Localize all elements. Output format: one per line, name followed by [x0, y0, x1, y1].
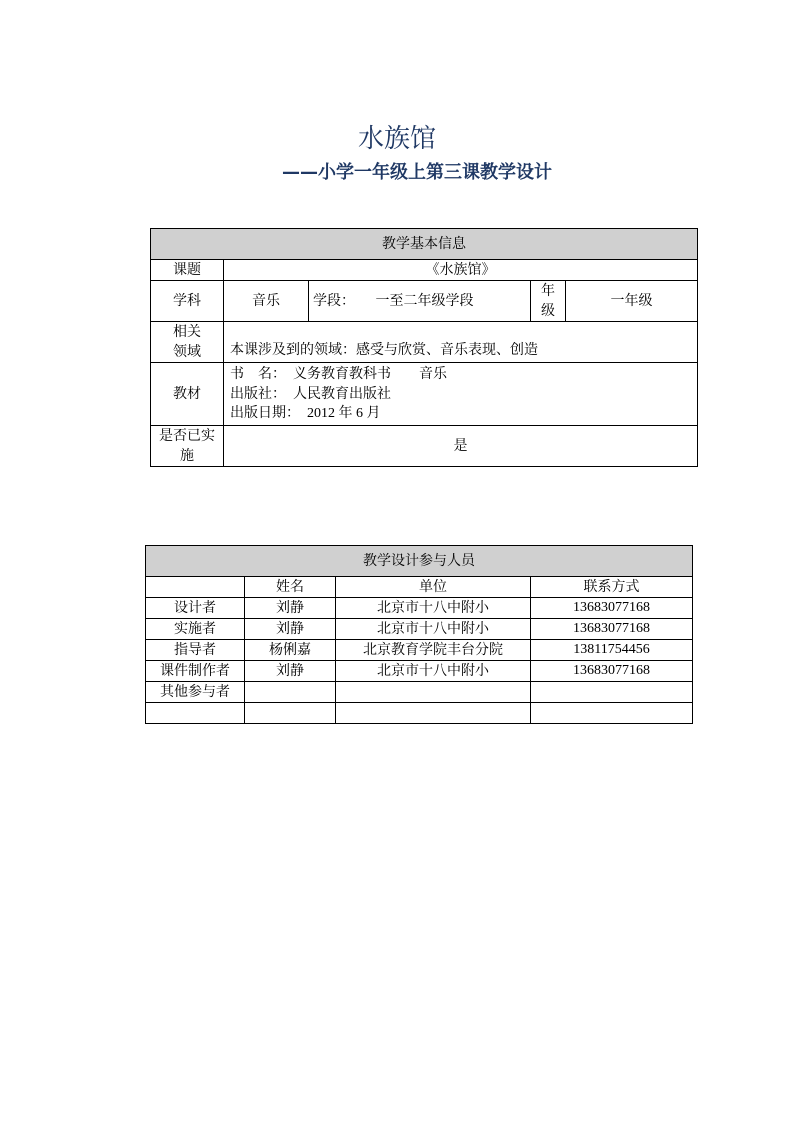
participants-table — [145, 545, 693, 724]
phone-cell: 13683077168 — [531, 661, 693, 682]
column-header-contact: 联系方式 — [531, 577, 693, 598]
table-row — [146, 703, 693, 724]
column-header — [146, 577, 245, 598]
name-cell: 刘静 — [245, 661, 336, 682]
unit-cell: 北京市十八中附小 — [336, 619, 531, 640]
field-value: 本课涉及到的领域：感受与欣赏、音乐表现、创造 — [224, 322, 698, 363]
column-header-name: 姓名 — [245, 577, 336, 598]
phone-cell: 13683077168 — [531, 598, 693, 619]
basic-info-table — [150, 228, 698, 467]
phone-cell — [531, 703, 693, 724]
document-title: 水族馆 — [357, 124, 436, 154]
field-label-line1: 相关 — [173, 324, 201, 340]
grade-value: 一年级 — [566, 281, 698, 322]
textbook-label: 教材 — [151, 363, 224, 426]
subject-value: 音乐 — [224, 281, 309, 322]
table-row — [146, 640, 693, 661]
topic-value: 《水族馆》 — [224, 260, 698, 281]
implemented-label — [151, 426, 224, 467]
implemented-label-line1: 是否已实 — [159, 428, 215, 444]
field-label-line2: 领域 — [173, 344, 201, 360]
table-row — [146, 619, 693, 640]
topic-label: 课题 — [151, 260, 224, 281]
unit-cell: 北京市十八中附小 — [336, 598, 531, 619]
grade-label-line2: 级 — [541, 303, 555, 319]
document-subtitle: ——小学一年级上第三课教学设计 — [282, 162, 552, 183]
field-label — [151, 322, 224, 363]
role-cell — [146, 703, 245, 724]
textbook-value — [224, 363, 698, 426]
name-cell — [245, 682, 336, 703]
name-cell: 杨俐嘉 — [245, 640, 336, 661]
phone-cell: 13683077168 — [531, 619, 693, 640]
stage-value: 一至二年级学段 — [375, 293, 474, 309]
implemented-value: 是 — [224, 426, 698, 467]
stage-label: 学段： — [313, 293, 355, 309]
textbook-line-date: 出版日期： 2012 年 6 月 — [230, 406, 381, 421]
grade-label — [531, 281, 566, 322]
name-cell: 刘静 — [245, 619, 336, 640]
role-cell: 其他参与者 — [146, 682, 245, 703]
role-cell: 课件制作者 — [146, 661, 245, 682]
unit-cell: 北京教育学院丰台分院 — [336, 640, 531, 661]
implemented-label-line2: 施 — [180, 448, 194, 464]
basic-info-header: 教学基本信息 — [151, 229, 698, 260]
unit-cell — [336, 682, 531, 703]
grade-label-line1: 年 — [541, 283, 555, 299]
table-row — [146, 682, 693, 703]
textbook-line-publisher: 出版社： 人民教育出版社 — [230, 386, 391, 402]
role-cell: 设计者 — [146, 598, 245, 619]
table-row — [146, 661, 693, 682]
phone-cell: 13811754456 — [531, 640, 693, 661]
role-cell: 指导者 — [146, 640, 245, 661]
column-header-unit: 单位 — [336, 577, 531, 598]
textbook-line-title: 书 名： 义务教育教科书 音乐 — [230, 366, 447, 382]
unit-cell: 北京市十八中附小 — [336, 661, 531, 682]
participants-header: 教学设计参与人员 — [146, 546, 693, 577]
phone-cell — [531, 682, 693, 703]
name-cell — [245, 703, 336, 724]
stage-cell — [309, 281, 531, 322]
subject-label: 学科 — [151, 281, 224, 322]
name-cell: 刘静 — [245, 598, 336, 619]
unit-cell — [336, 703, 531, 724]
role-cell: 实施者 — [146, 619, 245, 640]
table-row — [146, 598, 693, 619]
